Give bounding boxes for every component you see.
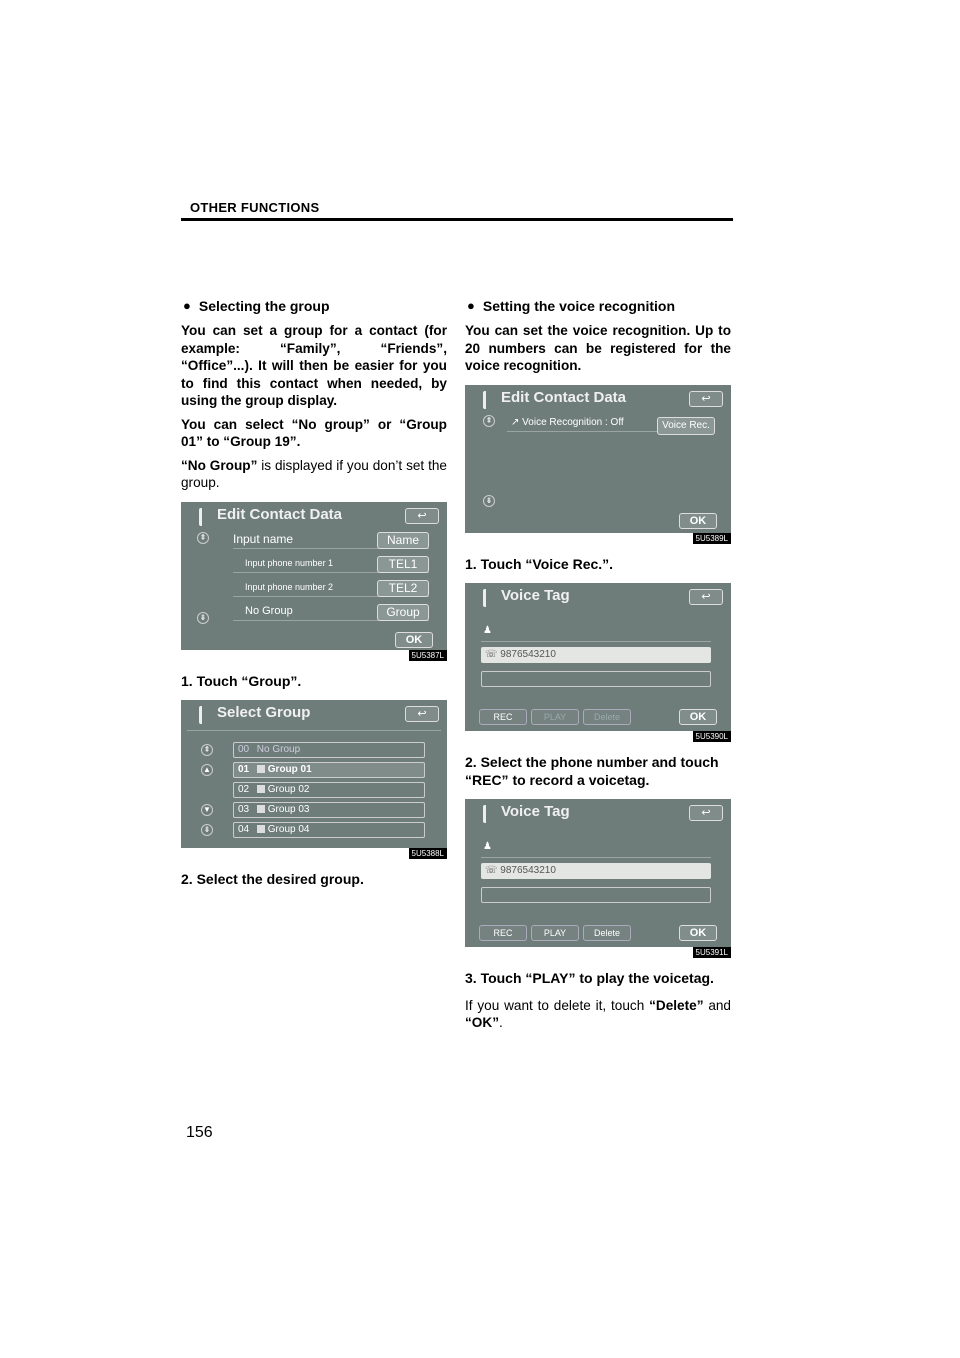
- screen-title: Select Group: [217, 703, 311, 721]
- delete-button[interactable]: Delete: [583, 925, 631, 941]
- page-down-icon[interactable]: ⇟: [201, 824, 213, 836]
- row-label-tel1: Input phone number 1: [245, 557, 334, 568]
- mic-icon: ↗: [511, 416, 523, 428]
- group-icon: [257, 805, 265, 813]
- group-button[interactable]: Group: [377, 604, 429, 621]
- screen-title: Edit Contact Data: [217, 505, 343, 523]
- group-list-item[interactable]: 04 Group 04: [233, 822, 425, 838]
- row-label-tel2: Input phone number 2: [245, 581, 334, 592]
- page-up-icon[interactable]: ⇞: [197, 532, 209, 544]
- phone-icon: ☏: [485, 864, 501, 876]
- right-step-3: 3. Touch “PLAY” to play the voicetag.: [465, 969, 714, 986]
- left-para-1: You can set a group for a contact (for example: “Family”, “Friends”, “Office”...). It will then be easier for you to find this contact when needed, by using the group display.: [181, 323, 447, 408]
- screen-title: Voice Tag: [501, 586, 570, 604]
- voice-rec-button[interactable]: Voice Rec.: [657, 417, 715, 435]
- page-up-icon[interactable]: ⇞: [201, 744, 213, 756]
- empty-field[interactable]: [481, 671, 711, 687]
- play-button[interactable]: PLAY: [531, 925, 579, 941]
- page-down-icon[interactable]: ⇟: [197, 612, 209, 624]
- ok-button[interactable]: OK: [679, 709, 717, 725]
- phone-icon: [199, 508, 205, 526]
- right-para-1: You can set the voice recognition. Up to 20 numbers can be registered for the voice recognition.: [465, 323, 731, 373]
- ok-button[interactable]: OK: [679, 513, 717, 529]
- screen-voice-tag-1: [465, 583, 731, 741]
- back-button[interactable]: ↩: [689, 805, 723, 821]
- scroll-up-icon[interactable]: ▲: [201, 764, 213, 776]
- scroll-down-icon[interactable]: ▼: [201, 804, 213, 816]
- phone-icon: [483, 391, 489, 409]
- left-step-1: 1. Touch “Group”.: [181, 672, 302, 689]
- page-number: 156: [186, 1124, 213, 1141]
- figure-caption: 5U5390L: [693, 731, 731, 742]
- screen-title: Voice Tag: [501, 802, 570, 820]
- phone-icon: [199, 706, 205, 724]
- header-rule: [181, 218, 733, 221]
- row-label-group: No Group: [245, 604, 293, 617]
- back-button[interactable]: ↩: [405, 706, 439, 722]
- right-column: [465, 298, 731, 1038]
- contact-icon: ♟: [483, 624, 492, 636]
- phone-icon: [483, 805, 489, 823]
- left-para-2: You can select “No group” or “Group 01” to “Group 19”.: [181, 416, 447, 449]
- bullet-icon: ●: [183, 298, 191, 313]
- figure-caption: 5U5391L: [693, 947, 731, 958]
- ok-button[interactable]: OK: [395, 632, 433, 648]
- play-button[interactable]: PLAY: [531, 709, 579, 725]
- left-para-3: “No Group” is displayed if you don’t set the group.: [181, 457, 447, 490]
- group-icon: [257, 785, 265, 793]
- figure-caption: 5U5387L: [409, 650, 447, 661]
- group-list-item[interactable]: 03 Group 03: [233, 802, 425, 818]
- section-title: OTHER FUNCTIONS: [190, 200, 320, 215]
- tel1-button[interactable]: TEL1: [377, 556, 429, 573]
- figure-caption: 5U5389L: [693, 533, 731, 544]
- left-column: [181, 298, 447, 898]
- page-down-icon[interactable]: ⇟: [483, 495, 495, 507]
- name-button[interactable]: Name: [377, 532, 429, 549]
- row-label-name: Input name: [233, 531, 294, 546]
- phone-number-field[interactable]: ☏ 9876543210: [481, 863, 711, 879]
- empty-field[interactable]: [481, 887, 711, 903]
- group-list-item[interactable]: 01 Group 01: [233, 762, 425, 778]
- screen-edit-contact-group: [181, 502, 447, 660]
- figure-caption: 5U5388L: [409, 848, 447, 859]
- left-heading: ● Selecting the group: [183, 298, 330, 314]
- right-step-1: 1. Touch “Voice Rec.”.: [465, 555, 614, 572]
- tel2-button[interactable]: TEL2: [377, 580, 429, 597]
- phone-icon: ☏: [485, 648, 501, 660]
- group-icon: [257, 765, 265, 773]
- screen-select-group: [181, 700, 447, 858]
- phone-number-field[interactable]: ☏ 9876543210: [481, 647, 711, 663]
- back-button[interactable]: ↩: [689, 589, 723, 605]
- voice-recognition-status: ↗ Voice Recognition : Off: [511, 416, 624, 428]
- screen-title: Edit Contact Data: [501, 388, 627, 406]
- left-step-2: 2. Select the desired group.: [181, 870, 364, 887]
- group-icon: [257, 825, 265, 833]
- rec-button[interactable]: REC: [479, 925, 527, 941]
- screen-edit-contact-voice: [465, 385, 731, 543]
- ok-button[interactable]: OK: [679, 925, 717, 941]
- right-para-2: If you want to delete it, touch “Delete” and “OK”.: [465, 997, 731, 1030]
- page-up-icon[interactable]: ⇞: [483, 415, 495, 427]
- bullet-icon: ●: [467, 298, 475, 313]
- back-button[interactable]: ↩: [689, 391, 723, 407]
- back-button[interactable]: ↩: [405, 508, 439, 524]
- group-list-item[interactable]: 00 No Group: [233, 742, 425, 758]
- right-heading: ● Setting the voice recognition: [467, 298, 675, 314]
- phone-icon: [483, 589, 489, 607]
- right-step-2: 2. Select the phone number and touch “REC” to record a voicetag.: [465, 753, 719, 788]
- group-list-item[interactable]: 02 Group 02: [233, 782, 425, 798]
- contact-icon: ♟: [483, 840, 492, 852]
- screen-voice-tag-2: [465, 799, 731, 957]
- delete-button[interactable]: Delete: [583, 709, 631, 725]
- rec-button[interactable]: REC: [479, 709, 527, 725]
